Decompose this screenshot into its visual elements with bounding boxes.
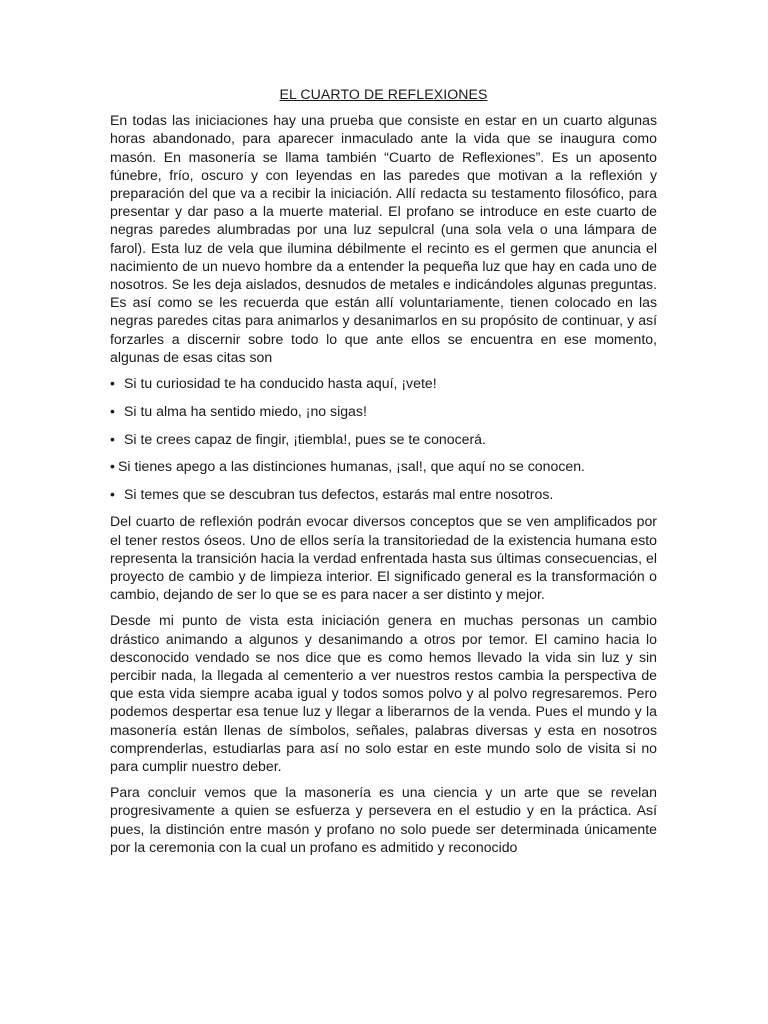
quote-text: Si temes que se descubran tus defectos, estarás mal entre nosotros. [124,486,554,503]
body-paragraph: Del cuarto de reflexión podrán evocar diversos conceptos que se ven amplificados por el tener restos óseos. Uno de ellos sería la transitoriedad de la existencia humana esto representa la transición hacia la verdad enfrentada hasta sus últimas consecuencias, el proyecto de cambio y de limpieza interior. El significado general es la transformación o cambio, dejando de ser lo que se es para nacer a ser distinto y mejor. [110,513,657,603]
quote-item [110,402,657,420]
bullet-icon: • [110,458,115,475]
document-body [110,85,657,864]
quote-text: Si tienes apego a las distinciones humanas, ¡sal!, que aquí no se conocen. [118,458,585,475]
quote-item [110,485,657,503]
quotes-list [110,374,657,503]
body-paragraph: Para concluir vemos que la masonería es una ciencia y un arte que se revelan progresivamente a quien se esfuerza y persevera en el estudio y en la práctica. Así pues, la distinción entre masón y profano no solo puede ser determinada únicamente por la ceremonia con la cual un profano es admitido y reconocido [110,784,657,855]
bullet-icon: • [110,375,115,392]
quote-item [110,457,657,475]
intro-paragraph: En todas las iniciaciones hay una prueba que consiste en estar en un cuarto algunas horas abandonado, para aparecer inmaculado ante la vida que se inaugura como masón. En masonería se llama también “Cuarto de Reflexiones”. Es un aposento fúnebre, frío, oscuro y con leyendas en las paredes que motivan a la reflexión y preparación del que va a recibir la iniciación. Allí redacta su testamento filosófico, para presentar y dar paso a la muerte material. El profano se introduce en este cuarto de negras paredes alumbradas por una luz sepulcral (una sola vela o una lámpara de farol). Esta luz de vela que ilumina débilmente el recinto es el germen que anuncia el nacimiento de un nuevo hombre da a entender la pequeña luz que hay en cada uno de nosotros. Se les deja aislados, desnudos de metales e indicándoles algunas preguntas. Es así como se les recuerda que están allí voluntariamente, tienen colocado en las negras paredes citas para animarlos y desanimarlos en su propósito de continuar, y así forzarles a discernir sobre todo lo que ante ellos se encuentra en ese momento, algunas de esas citas son [110,112,657,365]
quote-text: Si tu curiosidad te ha conducido hasta aquí, ¡vete! [124,375,437,392]
bullet-icon: • [110,430,115,447]
quote-item [110,374,657,392]
bullet-icon: • [110,402,115,419]
quote-item [110,430,657,448]
body-paragraph: Desde mi punto de vista esta iniciación genera en muchas personas un cambio drástico animando a algunos y desanimando a otros por temor. El camino hacia lo desconocido vendado se nos dice que es como hemos llevado la vida sin luz y sin percibir nada, la llegada al cementerio a ver nuestros restos cambia la perspectiva de que esta vida siempre acaba igual y todos somos polvo y al polvo regresaremos. Pero podemos despertar esa tenue luz y llegar a liberarnos de la venda. Pues el mundo y la masonería están llenas de símbolos, señales, palabras diversas y esta en nosotros comprenderlas, estudiarlas para así no solo estar en este mundo solo de visita si no para cumplir nuestro deber. [110,612,657,775]
document-title: EL CUARTO DE REFLEXIONES [279,86,488,102]
quote-text: Si tu alma ha sentido miedo, ¡no sigas! [124,402,367,419]
bullet-icon: • [110,486,115,503]
quote-text: Si te crees capaz de fingir, ¡tiembla!, pues se te conocerá. [124,430,486,447]
